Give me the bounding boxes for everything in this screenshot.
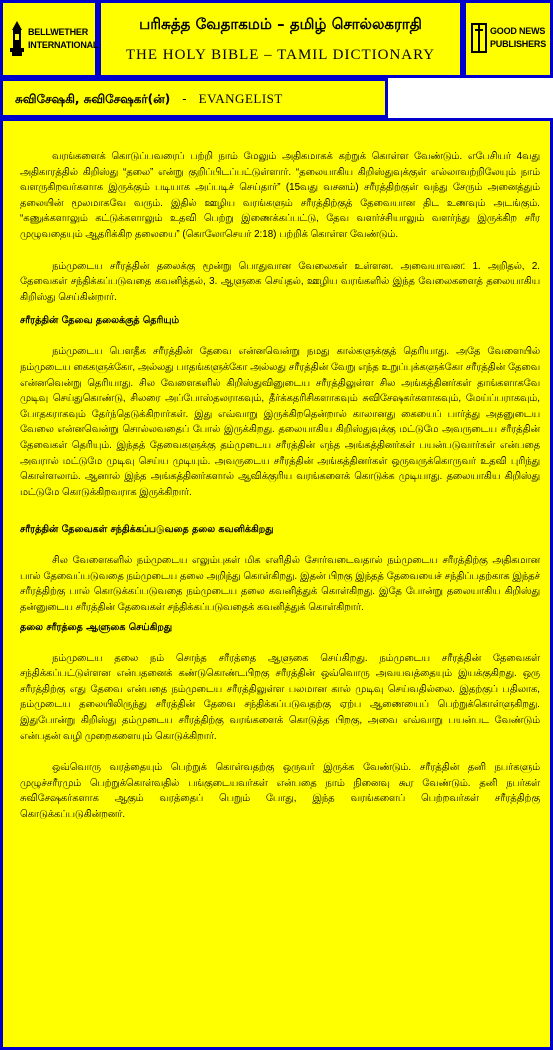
logo-panel-left (0, 0, 98, 78)
title-tamil: பரிசுத்த வேதாகமம் – தமிழ் சொல்லகராதி (139, 15, 422, 33)
bellwether-logo (9, 21, 98, 57)
logo-right-line1: GOOD NEWS (490, 26, 546, 36)
logo-right-line2: PUBLISHERS (490, 39, 547, 49)
content-panel (0, 118, 553, 1050)
term-english: EVANGELIST (198, 91, 283, 106)
section-heading-2: சரீரத்தின் தேவைகள் சந்திக்கப்படுவதை தலை கவனிக்கிறது (20, 524, 274, 536)
paragraph-2: நம்முடைய சரீரத்தின் தலைக்கு மூன்று பொதுவான வேலைகள் உள்ளன. அவையாவன: 1. அறிதல், 2. தேவைகள் சந்திக்கப்படுவதை கவனித்தல், 3. ஆளுகை செய்தல், ஊழிய வரங்களில் இந்த வேலைகளைத் தலையாகிய கிறிஸ்து செய்கின்றார். (20, 260, 540, 303)
dictionary-term (15, 91, 283, 108)
logo-left-line2: INTERNATIONAL (28, 40, 99, 50)
header-panel (98, 0, 463, 78)
section-heading-1: சரீரத்தின் தேவை தலைக்குத் தெரியும் (20, 315, 180, 327)
paragraph-6: ஒவ்வொரு வரத்தையும் பெற்றுக் கொள்வதற்கு ஒருவர் இருக்க வேண்டும். சரீரத்தின் தனி நபர்களும் முழுச்சரீரமும் பெற்றுக்கொள்வதில் பங்குடையவர்கள் என்பதை நாம் நினைவு கூர வேண்டும். தனி நபர்கள் சுவிசேஷகர்களாக ஆகும் வரத்தைப் பெறும் போது, இந்த வரங்களைப் பெற்றவர்கள் சரீரத்திற்கு கொடுக்கப்படுகின்றனர். (20, 762, 540, 820)
bell-tower-icon (9, 21, 25, 57)
logo-panel-right (463, 0, 553, 78)
paragraph-4: சில வேளைகளில் நம்முடைய எலும்புகள் மிக எளிதில் சோர்வடைவதால் நம்முடைய சரீரத்திற்கு அதிகமான பால் தேவைப்படுவதை நம்முடைய தலை அறிந்து கொள்கிறது. இதன் பிறகு இந்தத் தேவையைச் சந்திப்பதற்காக இந்தச் சரீரத்திற்கு பால் கொடுக்கப்படுவதை நம்முடைய தலை கவனித்துக் கொள்கிறது. இதே போன்று தலையாகிய கிறிஸ்து தன்னுடைய சரீரத்தின் தேவைகள் சந்திக்கப்படுவதைக் கவனித்துக் கொள்கிறார். (20, 555, 540, 614)
paragraph-1: வரங்களைக் கொடுப்பவரைப் பற்றி நாம் மேலும் அதிகமாகக் கற்றுக் கொள்ள வேண்டும். எபேசியர் 4வது அதிகாரத்தில் கிறிஸ்து “தலை” என்று குறிப்பிடப்பட்டுள்ளார். “தலையாகிய கிறிஸ்துவுக்குள் எல்லாவற்றிலேயும் நாம் வளருகிறவர்களாக இருக்கும் படியாக அப்படிச் செய்தார்” (15வது வசனம்) சரீரத்திற்குள் வந்து சேரும் அனைத்தும் தலையின் மூலமாகவே வரும். இதில் ஊழிய வரங்களும் சரீரத்திற்குத் தேவையான திட உணவும் அடங்கும். “கணுக்களாலும் கட்டுக்களாலும் உதவி பெற்று இணைக்கப்பட்டு, தேவ வளர்ச்சியாலும் வளர்ந்து இருக்கிற சரீர முழுவதையும் ஆதரிக்கிற தலையை” (கொலோசெயர் 2:18) பற்றிக் கொள்ள வேண்டும். (20, 151, 540, 240)
logo-left-line1: BELLWETHER (28, 27, 88, 37)
term-panel (0, 78, 388, 118)
paragraph-5: நம்முடைய தலை நம் சொந்த சரீரத்தை ஆளுகை செய்கிறது. நம்முடைய சரீரத்தின் தேவைகள் சந்திக்கப்பட்டுள்ளன என்பதனைக் கண்டுகொண்டபிறகு சரீரத்தின் ஒவ்வொரு அவயவத்தையும் இயக்குகிறது. ஒரு சரீரத்திற்கு எது தேவை என்பதை நம்முடைய சரீரத்திலுள்ள பலமான கால் முடிவு செய்வதில்லை. இதற்குப் பதிலாக, நம்முடைய தலையிலிருந்து சரீரத்தின் தேவை சந்திக்கப்படுவதற்கு ஏற்ப ஆணையைப் பெற்றுக்கொள்ளுகிறது. இதுபோன்று கிறிஸ்து தம்முடைய சரீரத்திற்கு வரங்களைக் கொடுத்த பிறகு, அவை எவ்வாறு பயன்பட வேண்டும் என்பதன் வழி முறைகளையும் கொடுக்கிறார். (20, 652, 540, 742)
paragraph-3: நம்முடைய பௌதீக சரீரத்தின் தேவை என்னவென்று நமது கால்களுக்குத் தெரியாது. அதே வேளையில் நம்முடைய கைகளுக்கோ, அல்லது பாதங்களுக்கோ அல்லது சரீரத்தின் வேறு எந்த உறுப்புக்களுக்கோ சரீரத்தின் தேவை என்னவென்று தெரியாது. சில வேளைகளில் கிறிஸ்துவினுடைய சரீரத்திலுள்ள சில அங்கத்தினர்கள் தாங்களாகவே முடிவு செய்துகொண்டு, சிலரை அப்போஸ்தலராகவும், தீர்க்கதரிசிகளாகவும் சுவிசேஷகர்களாகவும், மேய்ப்பராகவும், போதகராகவும் தேர்ந்தெடுக்கிறார்கள். இது எவ்வாறு இருக்கிறதென்றால் காலானது கையைப் பார்த்து அதனுடைய வேலை என்னவென்று சொல்லவதைப் போல் இருக்கிறது. தலையாகிய கிறிஸ்துவுக்கு மட்டுமே அவருடைய சரீரத்தின் தேவைகள் தெரியும். இந்தத் தேவைகளுக்கு தம்முடைய சரீரத்தின் எந்த அங்கத்தினர்கள் பயன்படுவார்கள் என்பதை அவரால் மட்டுமே முடிவு செய்ய முடியும். அவருடைய சரீரத்தின் அங்கத்தினர்கள் ஒருவருக்கொருவர் உதவி புரிந்து கொள்ளலாம். ஆனால் இந்த அங்கத்தினர்களால் ஆவிக்குரிய வரங்களைக் கொடுக்க முடியாது. தலையாகிய கிறிஸ்து மட்டுமே கொடுக்கிறவராக இருக்கிறார். (20, 346, 540, 498)
article-body (20, 133, 540, 823)
section-heading-3: தலை சரீரத்தை ஆளுகை செய்கிறது (20, 621, 173, 633)
good-news-logo (470, 21, 546, 55)
term-dash: - (182, 92, 187, 106)
term-tamil: சுவிசேஷகி, சுவிசேஷகர்(ன்) (15, 92, 171, 106)
book-icon (470, 21, 488, 55)
title-english: THE HOLY BIBLE – TAMIL DICTIONARY (125, 47, 436, 63)
